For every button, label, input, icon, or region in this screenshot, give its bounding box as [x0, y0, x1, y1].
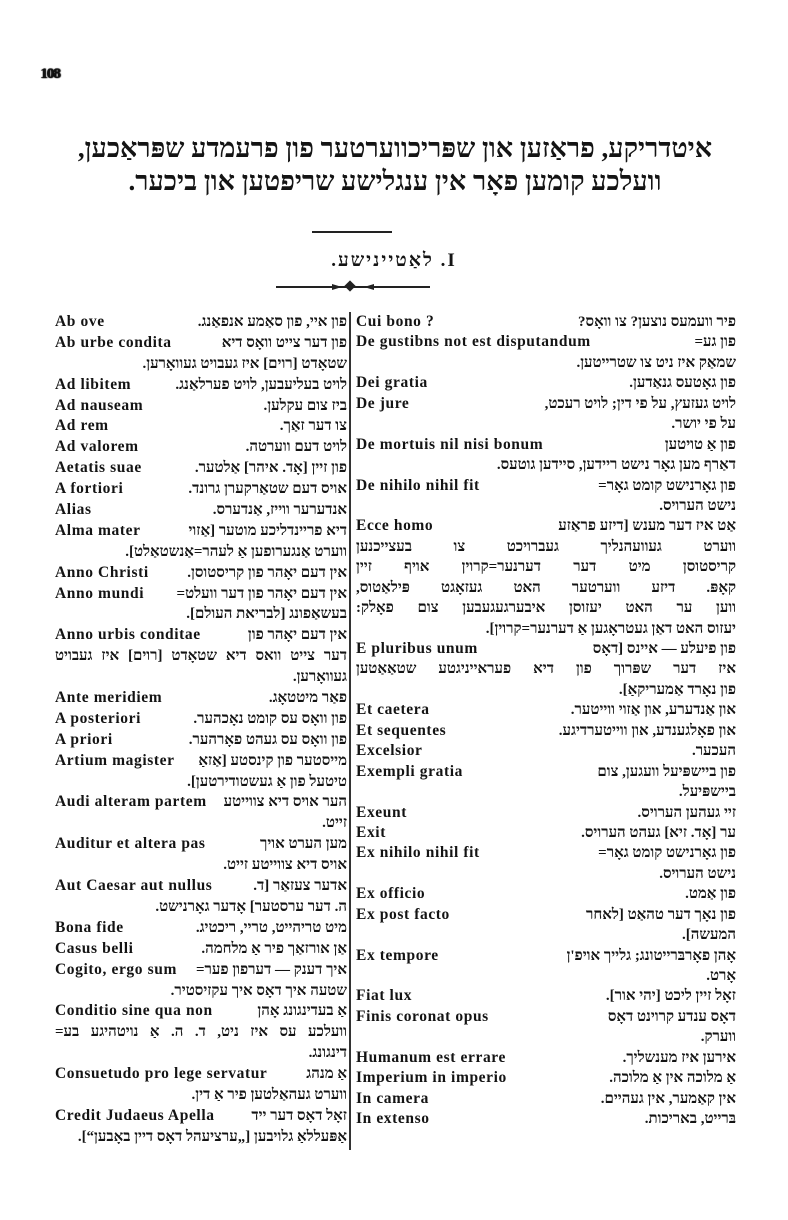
entry-first-line [356, 905, 736, 925]
latin-phrase: Imperium in imperio [356, 1069, 507, 1087]
entry-first-line [356, 1089, 736, 1109]
entry-first-line [356, 803, 736, 823]
yiddish-translation: אין דעם יאָהר פון קריסטוסן. [187, 564, 347, 581]
entry-first-line [55, 751, 347, 772]
page-title-line-1: איטדריקע, פראַזען און שפּריכווערטער פון פרעמדע שפּראַכען, [77, 133, 713, 163]
dictionary-entry [55, 396, 347, 417]
dictionary-entry [356, 516, 736, 639]
dictionary-entry [356, 1068, 736, 1088]
entry-first-line [356, 700, 736, 720]
latin-phrase: E pluribus unum [356, 640, 478, 657]
entry-first-line [356, 516, 736, 536]
entry-first-line [356, 435, 736, 455]
yiddish-translation: און אַנדערע, און אַזוי ווייטער. [570, 702, 736, 719]
yiddish-translation: אירען איז מענשליך. [622, 1049, 736, 1066]
yiddish-translation: זייט. [322, 815, 347, 832]
column-divider [349, 312, 351, 1150]
latin-phrase: Anno urbis conditae [55, 626, 201, 644]
entry-continuation-line [55, 981, 347, 1002]
yiddish-translation: פון פיעלע — איינס [דאָס [592, 641, 736, 657]
dictionary-entry [356, 741, 736, 761]
latin-phrase: Cui bono ? [356, 313, 435, 330]
yiddish-translation: לויט דעם ווערטה. [245, 439, 347, 456]
entry-continuation-line [356, 659, 736, 679]
yiddish-translation: אין דעם יאָהר פון דער וועלט= [176, 585, 347, 602]
dictionary-entry [55, 584, 347, 626]
dictionary-entry [356, 435, 736, 476]
entry-continuation-line [55, 813, 347, 834]
dictionary-entry [356, 843, 736, 884]
latin-phrase: Ad valorem [55, 438, 139, 456]
latin-phrase: Fiat lux [356, 987, 413, 1005]
yiddish-translation: אַ מלוכה אין אַ מלוכה. [609, 1070, 736, 1087]
dictionary-entry [356, 721, 736, 741]
entry-first-line [55, 375, 347, 396]
dictionary-entry [356, 884, 736, 904]
yiddish-translation: פון גע= [694, 334, 736, 351]
entry-first-line [55, 416, 347, 437]
latin-phrase: Exit [356, 823, 386, 841]
dictionary-entry [356, 986, 736, 1006]
entry-continuation-line [55, 542, 347, 563]
latin-phrase: Ex nihilo nihil fit [356, 844, 480, 862]
dictionary-entry [55, 688, 347, 709]
dictionary-entry [356, 905, 736, 946]
dictionary-entry [55, 709, 347, 730]
entry-continuation-line [55, 667, 347, 688]
latin-phrase: In camera [356, 1089, 429, 1107]
yiddish-translation: פיר וועמעס נוצען? צו וואָס? [578, 314, 736, 330]
entry-first-line [356, 946, 736, 966]
entry-continuation-line [356, 496, 736, 516]
yiddish-translation: אָרט. [706, 968, 736, 984]
entry-continuation-line [356, 455, 736, 475]
entry-first-line [55, 437, 347, 458]
latin-phrase: Ab urbe condita [55, 333, 172, 351]
yiddish-translation: המעשה]. [681, 927, 736, 944]
entry-first-line [55, 625, 347, 646]
latin-phrase: Auditur et altera pas [55, 835, 206, 853]
column-left [55, 312, 347, 1148]
entry-first-line [356, 476, 736, 496]
entry-first-line [55, 960, 347, 981]
latin-phrase: A fortiori [55, 480, 124, 498]
yiddish-translation: פון גאָטעס גנאַדען. [629, 375, 736, 392]
yiddish-translation: טיטעל פון אַ געשטודירטען]. [187, 773, 347, 790]
dictionary-entry [356, 1089, 736, 1109]
yiddish-translation: אַן אורזאַך פיר אַ מלחמה. [201, 940, 347, 957]
latin-phrase: Credit Judaeus Apella [55, 1106, 215, 1124]
dictionary-entry [55, 918, 347, 939]
entry-first-line [356, 373, 736, 393]
entry-continuation-line [356, 578, 736, 598]
latin-phrase: Exempli gratia [356, 762, 463, 780]
entry-continuation-line [55, 855, 347, 876]
latin-phrase: Alias [55, 501, 92, 519]
dictionary-entry [55, 437, 347, 458]
entry-continuation-line [55, 1022, 347, 1043]
yiddish-translation: על פי יושר. [671, 416, 736, 433]
page-number: 108 [40, 66, 60, 82]
dictionary-entry [55, 458, 347, 479]
entry-continuation-line [356, 680, 736, 700]
dictionary-entry [356, 762, 736, 803]
yiddish-translation: פון איי, פון סאַמע אנפאַנג. [197, 314, 347, 330]
latin-phrase: Ante meridiem [55, 689, 163, 707]
dictionary-entry [356, 946, 736, 987]
dictionary-entry [55, 730, 347, 751]
column-right [356, 312, 736, 1130]
entry-first-line [55, 458, 347, 479]
latin-phrase: Artium magister [55, 751, 175, 769]
dictionary-entry [356, 332, 736, 373]
yiddish-translation: בּרייט, באריכות. [644, 1111, 736, 1128]
yiddish-translation: זיי געהען הערויס. [637, 804, 736, 821]
yiddish-translation: דער צייט וואס דיא שטאָדט [רוים] איז געבויט [55, 648, 347, 665]
dictionary-entry [55, 479, 347, 500]
yiddish-translation: אנדערער ווייז, אַנדערס. [212, 502, 347, 519]
entry-continuation-line [55, 897, 347, 918]
entry-first-line [55, 396, 347, 417]
yiddish-translation: נישט הערויס. [659, 865, 736, 882]
yiddish-translation: איז דער שפּרוך פון דיא פעראייניגטע שטאַאַטען [356, 661, 736, 678]
dictionary-entry [356, 476, 736, 517]
latin-phrase: De mortuis nil nisi bonum [356, 435, 544, 453]
yiddish-translation: דיא פריינדליכע מוטער [אַזוי [188, 522, 347, 539]
yiddish-translation: געוואָרען. [292, 669, 347, 686]
entry-continuation-line [55, 646, 347, 667]
yiddish-translation: שמאַק איז ניט צו שטרייטען. [576, 354, 736, 371]
yiddish-translation: נישט הערויס. [659, 497, 736, 514]
yiddish-translation: אויס דעם שטאַרקערן גרונד. [188, 481, 347, 498]
latin-phrase: Anno mundi [55, 584, 145, 602]
latin-phrase: Exeunt [356, 803, 407, 821]
yiddish-translation: און פאָלגענדע, און ווייטערדיגע. [558, 722, 736, 739]
entry-first-line [356, 312, 736, 332]
dictionary-entry [356, 312, 736, 332]
latin-phrase: Ad nauseam [55, 396, 144, 414]
latin-phrase: Humanum est errare [356, 1048, 506, 1066]
entry-continuation-line [356, 598, 736, 618]
entry-continuation-line [356, 619, 736, 639]
yiddish-translation: שטעה איך דאָס איך עקזיסטיר. [170, 982, 347, 999]
yiddish-translation: צו דער זאַך. [279, 418, 347, 435]
yiddish-translation: ווען ער האט יעזוסן איבערגעגעבען צום פאָלק: [356, 600, 736, 617]
dictionary-entry [356, 373, 736, 393]
yiddish-translation: יעזוס האט דאַן געטראָגען אַ דערנער=קרוין]. [485, 620, 736, 637]
yiddish-translation: מען הערט אויך [259, 836, 347, 853]
yiddish-translation: פון דער צייט וואָס דיא [221, 334, 347, 351]
yiddish-translation: וועלכע עס איז ניט, ד. ה. אַ נויטהיגע בע= [55, 1024, 347, 1041]
dictionary-entry [356, 700, 736, 720]
entry-first-line [55, 1064, 347, 1085]
entry-first-line [356, 884, 736, 904]
dictionary-entry [356, 803, 736, 823]
latin-phrase: Ecce homo [356, 517, 434, 535]
yiddish-translation: זאָל דאָס דער ייד [251, 1107, 347, 1124]
entry-continuation-line [55, 772, 347, 793]
yiddish-translation: קריסטוסן מיט דער דערנער=קרוין אויף זיין [356, 559, 736, 576]
yiddish-translation: אַ מנהג [306, 1066, 347, 1083]
section-heading: I. לאַטיינישע. [331, 250, 457, 271]
latin-phrase: Dei gratia [356, 374, 428, 392]
entry-continuation-line [356, 782, 736, 802]
entry-continuation-line [356, 414, 736, 434]
entry-first-line [55, 1106, 347, 1127]
yiddish-translation: זאָל זיין ליכט [יהי אור]. [605, 988, 736, 1005]
dictionary-entry [55, 939, 347, 960]
entry-continuation-line [55, 354, 347, 375]
yiddish-translation: פון זיין [אָד. איהר] אַלטער. [194, 460, 347, 477]
dictionary-entry [55, 416, 347, 437]
yiddish-translation: קאָפּ. דיזע ווערטער האט געזאָגט פּילאַטוס, [356, 579, 736, 596]
dictionary-entry [55, 625, 347, 688]
entry-first-line [55, 730, 347, 751]
entry-first-line [55, 876, 347, 897]
yiddish-translation: הער אויס דיא צווייטע [223, 794, 347, 811]
dictionary-entry [55, 521, 347, 563]
latin-phrase: In extenso [356, 1110, 430, 1128]
yiddish-translation: ה. דער ערסטער] אָדער גאָרנישט. [155, 898, 347, 915]
entry-first-line [55, 333, 347, 354]
entry-continuation-line [55, 1127, 347, 1148]
latin-phrase: Consuetudo pro lege servatur [55, 1065, 268, 1083]
latin-phrase: Ad libitem [55, 375, 132, 393]
entry-first-line [356, 1007, 736, 1027]
entry-continuation-line [356, 864, 736, 884]
dictionary-entry [356, 639, 736, 700]
entry-first-line [55, 312, 347, 333]
dictionary-entry [55, 1001, 347, 1064]
latin-phrase: Anno Christi [55, 563, 149, 581]
dictionary-entry [55, 312, 347, 333]
yiddish-translation: פון גאָרנישט קומט גאָר= [598, 477, 736, 494]
yiddish-translation: ער [אָד. זיא] געהט הערויס. [581, 824, 736, 841]
latin-phrase: A posteriori [55, 709, 141, 727]
yiddish-translation: אַט איז דער מענש [דיזע פראַזע [558, 518, 736, 535]
latin-phrase: Finis coronat opus [356, 1007, 489, 1025]
ornament-diamond [344, 280, 355, 291]
yiddish-translation: העכער. [691, 743, 736, 760]
dictionary-entry [55, 1106, 347, 1148]
entry-first-line [356, 721, 736, 741]
yiddish-translation: לויט בעליעבען, לויט פערלאַנג. [175, 376, 347, 393]
page-title-line-2: וועלכע קומען פאָר אין ענגלישע שריפטען און ביכער. [128, 166, 662, 196]
entry-continuation-line [356, 966, 736, 986]
latin-phrase: Ex post facto [356, 905, 450, 923]
dictionary-entry [356, 823, 736, 843]
dictionary-entry [55, 563, 347, 584]
latin-phrase: Ad rem [55, 417, 109, 435]
entry-first-line [55, 584, 347, 605]
entry-continuation-line [356, 557, 736, 577]
latin-phrase: De gustibns not est disputandum [356, 333, 591, 351]
entry-first-line [356, 986, 736, 1006]
entry-first-line [55, 1001, 347, 1022]
title-divider [312, 231, 392, 233]
entry-first-line [356, 843, 736, 863]
yiddish-translation: ביישפּיעל. [678, 784, 736, 801]
latin-phrase: Ex tempore [356, 946, 439, 964]
entry-first-line [356, 1048, 736, 1068]
yiddish-translation: ווערט געוועהנליך געברויכט צו בעצייכנען [356, 538, 736, 555]
entry-first-line [55, 521, 347, 542]
yiddish-translation: לויט געזעץ, על פי דין; לויט רעכט, [544, 395, 736, 412]
entry-first-line [55, 792, 347, 813]
dictionary-entry [55, 751, 347, 793]
entry-first-line [55, 918, 347, 939]
entry-continuation-line [356, 1027, 736, 1047]
yiddish-translation: מיט טריהייט, טריי, ריכטיג. [195, 919, 347, 936]
yiddish-translation: פאַר מיטטאָג. [268, 690, 347, 707]
entry-first-line [55, 834, 347, 855]
dictionary-entry [55, 333, 347, 375]
entry-continuation-line [55, 604, 347, 625]
entry-first-line [356, 1109, 736, 1129]
yiddish-translation: ווערט געהאַלטען פיר אַ דין. [191, 1086, 347, 1103]
dictionary-entry [356, 1109, 736, 1129]
dictionary-entry [55, 792, 347, 834]
latin-phrase: Aetatis suae [55, 459, 142, 477]
yiddish-translation: שטאָדט [רוים] איז געבויט געוואָרען. [142, 355, 347, 372]
ornamental-rule [276, 286, 430, 288]
yiddish-translation: איך דענק — דערפון פער= [196, 961, 347, 978]
entry-first-line [356, 741, 736, 761]
latin-phrase: Excelsior [356, 742, 423, 760]
entry-first-line [356, 762, 736, 782]
latin-phrase: Et sequentes [356, 721, 447, 739]
entry-first-line [55, 563, 347, 584]
latin-phrase: Casus belli [55, 939, 134, 957]
entry-first-line [55, 500, 347, 521]
yiddish-translation: אויס דיא צווייטע זייט. [223, 857, 347, 874]
latin-phrase: Conditio sine qua non [55, 1002, 213, 1020]
dictionary-entry [356, 1007, 736, 1048]
entry-first-line [356, 394, 736, 414]
latin-phrase: Bona fide [55, 918, 124, 936]
yiddish-translation: בעשאַפונג [לבריאת העולם]. [186, 606, 347, 623]
entry-continuation-line [356, 925, 736, 945]
latin-phrase: De nihilo nihil fit [356, 476, 480, 494]
yiddish-translation: פון נאָרד אַמעריקאַ]. [618, 681, 736, 698]
latin-phrase: Audi alteram partem [55, 793, 207, 811]
yiddish-translation: אין דעם יאָהר פון [247, 627, 347, 644]
dictionary-entry [55, 500, 347, 521]
entry-first-line [55, 709, 347, 730]
latin-phrase: A priori [55, 730, 113, 748]
dictionary-entry [356, 1048, 736, 1068]
dictionary-entry [55, 1064, 347, 1106]
latin-phrase: Ex officio [356, 885, 426, 903]
yiddish-translation: דינגונג. [308, 1045, 347, 1062]
entry-first-line [55, 688, 347, 709]
ornament-arrow-left [332, 284, 342, 290]
yiddish-translation: פון וואָס עס קומט נאָכהער. [193, 710, 347, 727]
latin-phrase: Et caetera [356, 701, 430, 719]
entry-continuation-line [356, 353, 736, 373]
yiddish-translation: פון אַמט. [685, 886, 736, 903]
latin-phrase: Alma mater [55, 521, 141, 539]
yiddish-translation: פון נאָך דער טהאַט [לאחר [585, 906, 736, 923]
yiddish-translation: ביז צום עקלען. [263, 397, 347, 414]
entry-continuation-line [55, 1043, 347, 1064]
dictionary-entry [356, 394, 736, 435]
ornament-arrow-right [364, 284, 374, 290]
dictionary-entry [55, 375, 347, 396]
yiddish-translation: פון ביישפּיעל וועגען, צום [597, 763, 736, 780]
yiddish-translation: ווערט אַנגערופען אַ לעהר=אַנשטאַלט]. [125, 543, 347, 560]
yiddish-translation: מייסטער פון קינסטע [אַזאַ [198, 752, 347, 769]
entry-first-line [356, 823, 736, 843]
entry-continuation-line [55, 1085, 347, 1106]
yiddish-translation: אַפּעללאַ גלויבען [„ערציעהל דאָס דיין באָבען“]. [77, 1128, 347, 1145]
latin-phrase: Aut Caesar aut nullus [55, 877, 213, 895]
yiddish-translation: ווערק. [700, 1029, 736, 1046]
yiddish-translation: אָהן פאָרבּרייטונג; גלייך אויפ'ן [566, 947, 736, 964]
yiddish-translation: דאָס ענדע קרוינט דאָס [607, 1008, 736, 1025]
latin-phrase: De jure [356, 394, 410, 412]
dictionary-entry [55, 876, 347, 918]
entry-first-line [356, 332, 736, 352]
entry-first-line [55, 479, 347, 500]
latin-phrase: Ab ove [55, 313, 105, 330]
yiddish-translation: דאַרף מען גאָר נישט ריידען, סיידען גוטעס. [496, 457, 736, 474]
entry-continuation-line [356, 537, 736, 557]
yiddish-translation: פון אַ טויטען [664, 436, 736, 453]
yiddish-translation: פון גאָרנישט קומט גאָר= [598, 845, 736, 862]
latin-phrase: Cogito, ergo sum [55, 960, 177, 978]
dictionary-entry [55, 834, 347, 876]
entry-first-line [356, 1068, 736, 1088]
entry-first-line [55, 939, 347, 960]
yiddish-translation: אדער צעזאַר [ד. [253, 878, 347, 895]
yiddish-translation: פון וואָס עס געהט פאָרהער. [188, 731, 347, 748]
dictionary-entry [55, 960, 347, 1002]
entry-first-line [356, 639, 736, 659]
yiddish-translation: אין קאַמער, אין געהיים. [600, 1090, 736, 1107]
yiddish-translation: אַ בעדינגונג אָהן [257, 1003, 347, 1020]
